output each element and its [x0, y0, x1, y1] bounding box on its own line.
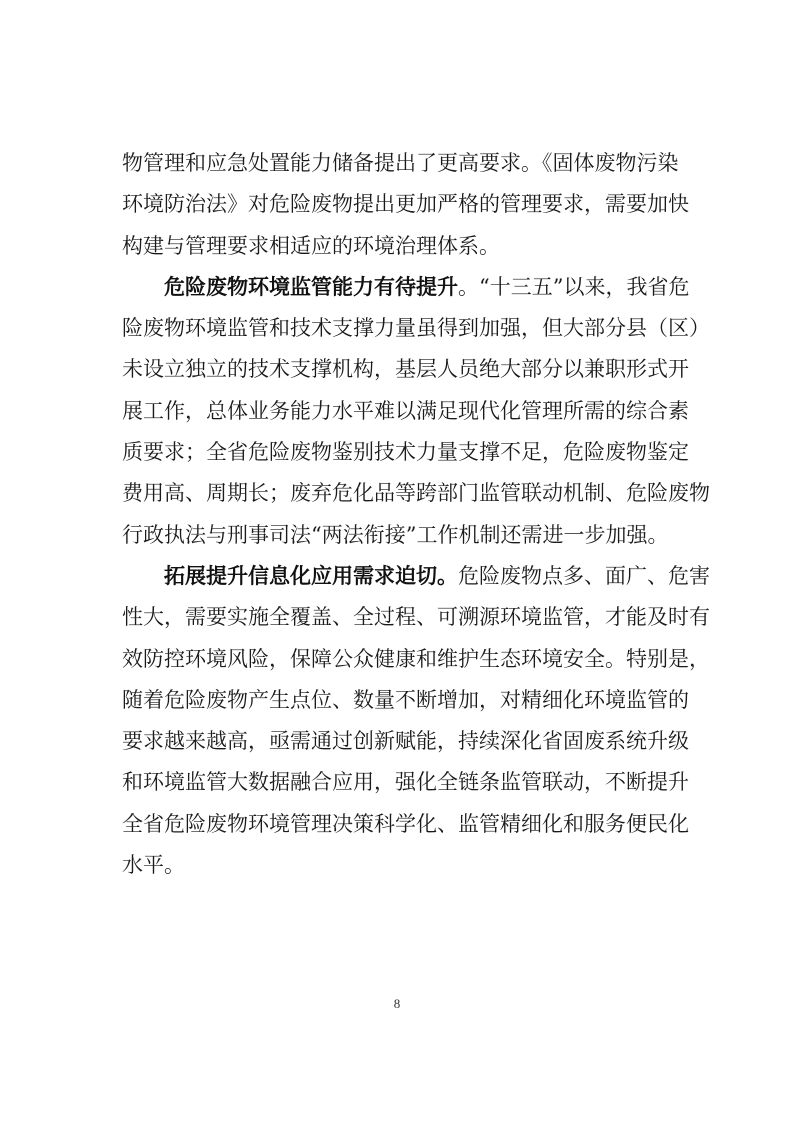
text-line: 费用高、周期长；废弃危化品等跨部门监管联动机制、危险废物	[122, 481, 710, 506]
text-line: 物管理和应急处置能力储备提出了更高要求。《固体废物污染	[122, 151, 679, 175]
text-run: 危险废物点多、面广、危害	[458, 563, 710, 588]
text-line: 要求越来越高，亟需通过创新赋能，持续深化省固废系统升级	[122, 729, 689, 754]
text-line: 全省危险废物环境管理决策科学化、监管精细化和服务便民化	[122, 811, 689, 836]
text-line	[122, 267, 690, 308]
text-line: 环境防治法》对危险废物提出更加严格的管理要求，需要加快	[122, 192, 689, 217]
text-run: 。“十三五”以来，我省危	[458, 274, 690, 299]
text-line: 险废物环境监管和技术支撑力量虽得到加强，但大部分县（区）	[122, 316, 710, 341]
body-text	[122, 143, 710, 886]
text-line: 效防控环境风险，保障公众健康和维护生态环境安全。特别是，	[122, 646, 710, 671]
text-line: 随着危险废物产生点位、数量不断增加，对精细化环境监管的	[122, 687, 689, 712]
paragraph-heading: 危险废物环境监管能力有待提升	[164, 274, 458, 299]
text-line: 行政执法与刑事司法“两法衔接”工作机制还需进一步加强。	[122, 522, 669, 547]
text-line	[122, 556, 710, 597]
text-line: 构建与管理要求相适应的环境治理体系。	[122, 233, 500, 258]
text-line: 水平。	[122, 853, 185, 878]
paragraph-continued	[122, 143, 689, 267]
paragraph-heading: 拓展提升信息化应用需求迫切。	[164, 563, 458, 588]
text-line: 性大，需要实施全覆盖、全过程、可溯源环境监管，才能及时有	[122, 605, 710, 630]
paragraph-informatization	[122, 556, 710, 886]
text-line: 展工作，总体业务能力水平难以满足现代化管理所需的综合素	[122, 398, 689, 423]
page-number: 8	[393, 996, 401, 1011]
text-line: 质要求；全省危险废物鉴别技术力量支撑不足，危险废物鉴定	[122, 440, 689, 465]
text-line: 和环境监管大数据融合应用，强化全链条监管联动，不断提升	[122, 770, 689, 795]
text-line: 未设立独立的技术支撑机构，基层人员绝大部分以兼职形式开	[122, 357, 689, 382]
paragraph-regulatory-capacity	[122, 267, 710, 556]
